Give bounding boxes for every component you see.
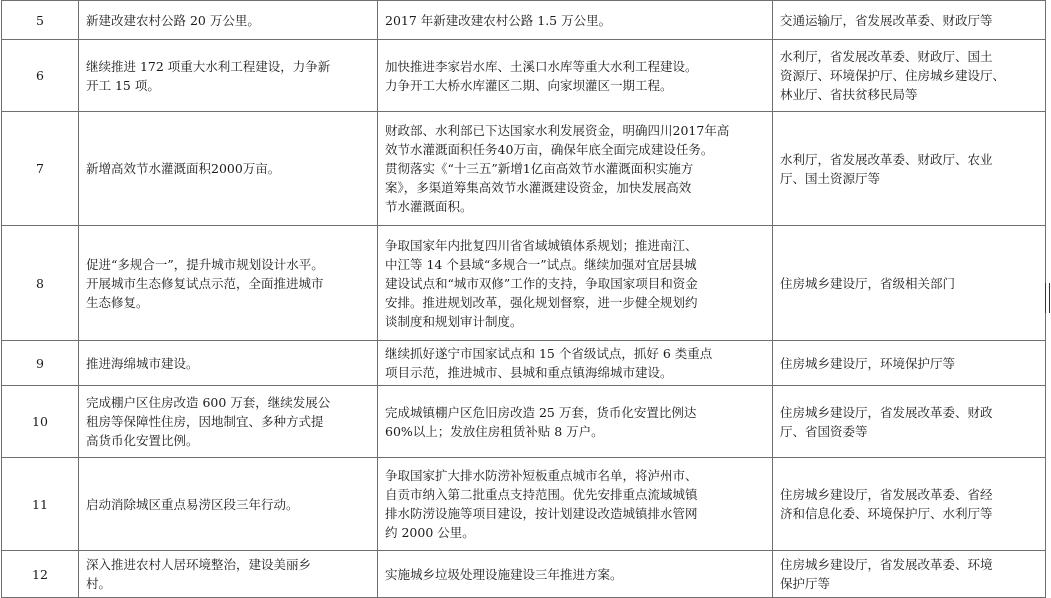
table-row xyxy=(2,1,1046,40)
department-cell: 住房城乡建设厅，省发展改革委、省经 济和信息化委、环境保护厅、水利厅等 xyxy=(773,458,1046,551)
row-number: 11 xyxy=(2,458,79,551)
row-number: 7 xyxy=(2,112,79,226)
department-cell: 水利厅，省发展改革委、财政厅、国土 资源厅、环境保护厅、住房城乡建设厅、 林业厅、省扶贫移民局等 xyxy=(773,40,1046,112)
row-number: 10 xyxy=(2,386,79,458)
task-table xyxy=(1,0,1046,598)
task-cell: 启动消除城区重点易涝区段三年行动。 xyxy=(79,458,378,551)
department-cell: 水利厅，省发展改革委、财政厅、农业 厅、国土资源厅等 xyxy=(773,112,1046,226)
plan-cell: 完成城镇棚户区危旧房改造 25 万套，货币化安置比例达 60%以上；发放住房租赁补贴 8 万户。 xyxy=(378,386,773,458)
plan-cell: 争取国家年内批复四川省省域城镇体系规划；推进南江、 中江等 14 个县域“多规合一”试点。继续加强对宜居县城 建设试点和“城市双修”工作的支持，争取国家项目和资金 安排。推进规划改革，强化规划督察，进一步健全规划约 谈制度和规划审计制度。 xyxy=(378,226,773,341)
department-cell: 住房城乡建设厅，省级相关部门 xyxy=(773,226,1046,341)
row-number: 6 xyxy=(2,40,79,112)
task-cell: 深入推进农村人居环境整治，建设美丽乡 村。 xyxy=(79,551,378,598)
department-cell: 住房城乡建设厅，环境保护厅等 xyxy=(773,341,1046,386)
department-cell: 住房城乡建设厅，省发展改革委、财政 厅、省国资委等 xyxy=(773,386,1046,458)
plan-cell: 财政部、水利部已下达国家水利发展资金，明确四川2017年高 效节水灌溉面积任务40万亩，确保年底全面完成建设任务。 贯彻落实《“十三五”新增1亿亩高效节水灌溉面积实施方 案》，多渠道筹集高效节水灌溉建设资金，加快发展高效 节水灌溉面积。 xyxy=(378,112,773,226)
department-cell: 交通运输厅，省发展改革委、财政厅等 xyxy=(773,1,1046,40)
row-number: 8 xyxy=(2,226,79,341)
table-row xyxy=(2,341,1046,386)
table-row xyxy=(2,226,1046,341)
task-cell: 推进海绵城市建设。 xyxy=(79,341,378,386)
plan-cell: 争取国家扩大排水防涝补短板重点城市名单，将泸州市、 自贡市纳入第二批重点支持范围。优先安排重点流域城镇 排水防涝设施等项目建设，按计划建设改造城镇排水管网 约 2000 公里。 xyxy=(378,458,773,551)
task-cell: 继续推进 172 项重大水利工程建设，力争新 开工 15 项。 xyxy=(79,40,378,112)
table-row xyxy=(2,386,1046,458)
plan-cell: 实施城乡垃圾处理设施建设三年推进方案。 xyxy=(378,551,773,598)
scroll-handle[interactable] xyxy=(1045,283,1050,313)
department-cell: 住房城乡建设厅，省发展改革委、环境 保护厅等 xyxy=(773,551,1046,598)
task-cell: 促进“多规合一”，提升城市规划设计水平。 开展城市生态修复试点示范，全面推进城市 生态修复。 xyxy=(79,226,378,341)
plan-cell: 2017 年新建改建农村公路 1.5 万公里。 xyxy=(378,1,773,40)
plan-cell: 继续抓好遂宁市国家试点和 15 个省级试点，抓好 6 类重点 项目示范，推进城市、县城和重点镇海绵城市建设。 xyxy=(378,341,773,386)
task-cell: 完成棚户区住房改造 600 万套，继续发展公 租房等保障性住房，因地制宜、多种方式提 高货币化安置比例。 xyxy=(79,386,378,458)
table-row xyxy=(2,112,1046,226)
table-row xyxy=(2,551,1046,598)
row-number: 9 xyxy=(2,341,79,386)
task-cell: 新增高效节水灌溉面积2000万亩。 xyxy=(79,112,378,226)
table-row xyxy=(2,40,1046,112)
row-number: 12 xyxy=(2,551,79,598)
row-number: 5 xyxy=(2,1,79,40)
plan-cell: 加快推进李家岩水库、土溪口水库等重大水利工程建设。 力争开工大桥水库灌区二期、向家坝灌区一期工程。 xyxy=(378,40,773,112)
task-cell: 新建改建农村公路 20 万公里。 xyxy=(79,1,378,40)
table-row xyxy=(2,458,1046,551)
